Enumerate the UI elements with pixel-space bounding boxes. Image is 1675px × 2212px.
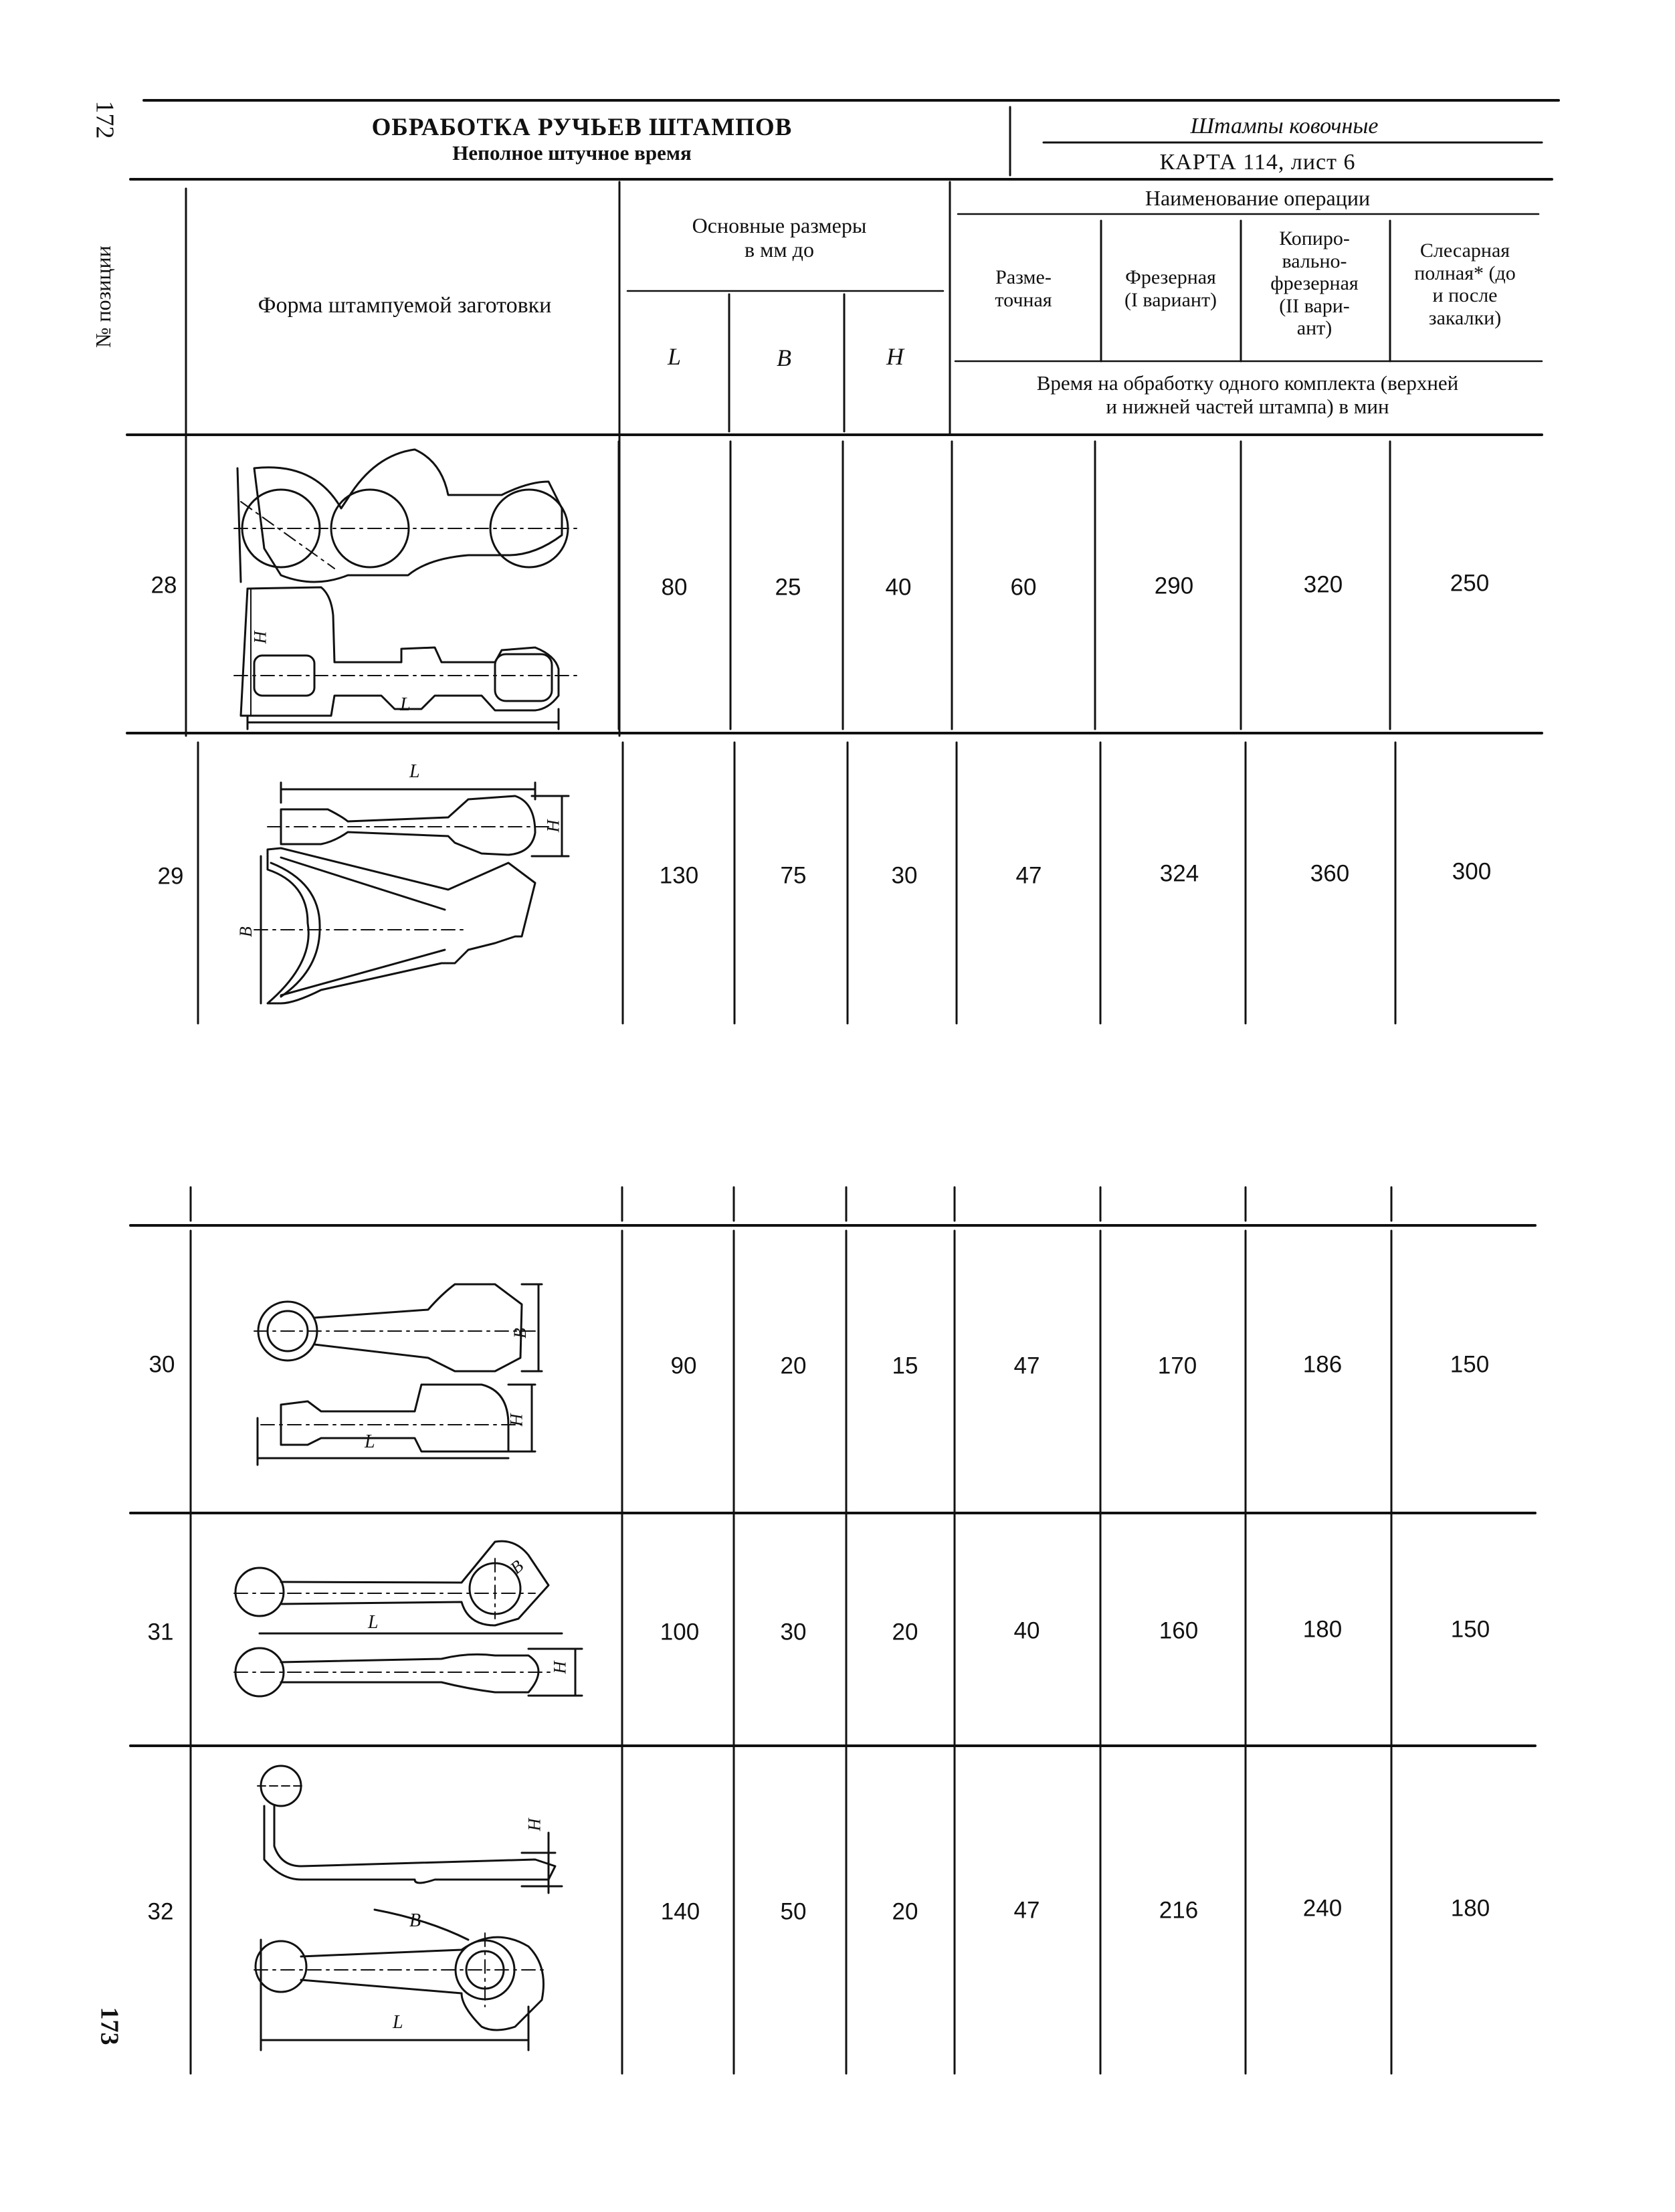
drawing-29 [254,783,569,1003]
row-32-B: 50 [780,1898,807,1925]
col-dims-header: Основные размеры в мм до [692,213,867,262]
row-29-B: 75 [780,862,807,889]
dwg30-label-B: B [510,1328,530,1338]
row-32-H: 20 [892,1898,918,1925]
dwg31-label-L: L [368,1612,379,1633]
row-29-milling: 324 [1159,860,1199,887]
row-31-L: 100 [660,1619,700,1645]
dwg28-label-L: L [400,694,411,715]
drawing-30 [254,1284,542,1465]
page-number-bottom: 173 [95,2007,124,2045]
card-category: Штампы ковочные [1190,114,1379,138]
row-31-B: 30 [780,1619,807,1645]
row-30-milling: 170 [1157,1352,1197,1379]
time-note: Время на обработку одного комплекта (верхней и нижней частей штампа) в мин [1036,371,1459,418]
row-28-milling: 290 [1154,573,1194,599]
row-32-copy: 240 [1302,1895,1343,1922]
row-28-L: 80 [661,574,688,601]
op-marking-header: Разме- точная [995,266,1052,311]
dwg32-label-H: H [524,1818,545,1831]
row-31-copy: 180 [1302,1616,1343,1643]
row-28-marking: 60 [1010,574,1037,601]
dwg29-label-L: L [409,761,420,782]
drawing-32 [254,1766,562,2050]
row-30-B: 20 [780,1352,807,1379]
row-30-fitting: 150 [1450,1351,1490,1378]
row-30-marking: 47 [1013,1352,1040,1379]
row-32-marking: 47 [1013,1897,1040,1924]
row-28-H: 40 [885,574,912,601]
row-29-H: 30 [891,862,918,889]
row-29-pos: 29 [157,863,184,890]
dwg29-label-H: H [543,819,563,833]
col-shape-header: Форма штампуемой заготовки [258,293,552,318]
row-30-H: 15 [892,1352,918,1379]
col-operations-header: Наименование операции [1145,186,1371,210]
row-31-marking: 40 [1013,1617,1040,1644]
row-32-milling: 216 [1159,1897,1199,1924]
page-title: ОБРАБОТКА РУЧЬЕВ ШТАМПОВ [371,114,793,141]
row-29-marking: 47 [1015,862,1042,889]
op-fitting-header: Слесарная полная* (до и после закалки) [1414,239,1516,329]
row-30-L: 90 [670,1352,697,1379]
page-number-top: 172 [90,100,119,139]
dwg30-label-L: L [365,1431,375,1452]
drawing-31 [234,1541,582,1696]
row-31-fitting: 150 [1450,1616,1490,1643]
dwg29-label-B: B [235,926,256,937]
row-29-L: 130 [659,862,699,889]
dim-H-header: H [886,343,904,370]
row-31-milling: 160 [1159,1617,1199,1644]
row-30-pos: 30 [149,1351,175,1378]
op-copy-header: Копиро- вально- фрезерная (II вари- ант) [1270,227,1359,340]
dwg31-label-H: H [550,1661,570,1674]
page-subtitle: Неполное штучное время [452,141,692,165]
card-number: КАРТА 114, лист 6 [1159,150,1356,175]
row-31-H: 20 [892,1619,918,1645]
row-30-copy: 186 [1302,1351,1343,1378]
row-28-copy: 320 [1303,571,1343,598]
dwg32-label-L: L [393,2012,403,2033]
dwg28-label-H: H [250,631,270,644]
row-28-pos: 28 [151,572,177,599]
row-28-B: 25 [775,574,801,601]
dwg31-label-B: B [506,1556,528,1578]
dwg30-label-H: H [506,1413,526,1427]
row-29-copy: 360 [1310,860,1350,887]
row-32-L: 140 [660,1898,700,1925]
row-31-pos: 31 [147,1619,174,1645]
row-29-fitting: 300 [1452,858,1492,885]
row-32-pos: 32 [147,1898,174,1925]
col-position-header: № позиции [91,245,115,348]
drawing-28 [234,449,582,729]
op-milling-header: Фрезерная (I вариант) [1124,266,1217,311]
row-32-fitting: 180 [1450,1895,1490,1922]
dim-L-header: L [667,343,682,370]
dim-B-header: B [777,344,791,371]
dwg32-label-B: B [409,1910,421,1931]
row-28-fitting: 250 [1450,570,1490,597]
